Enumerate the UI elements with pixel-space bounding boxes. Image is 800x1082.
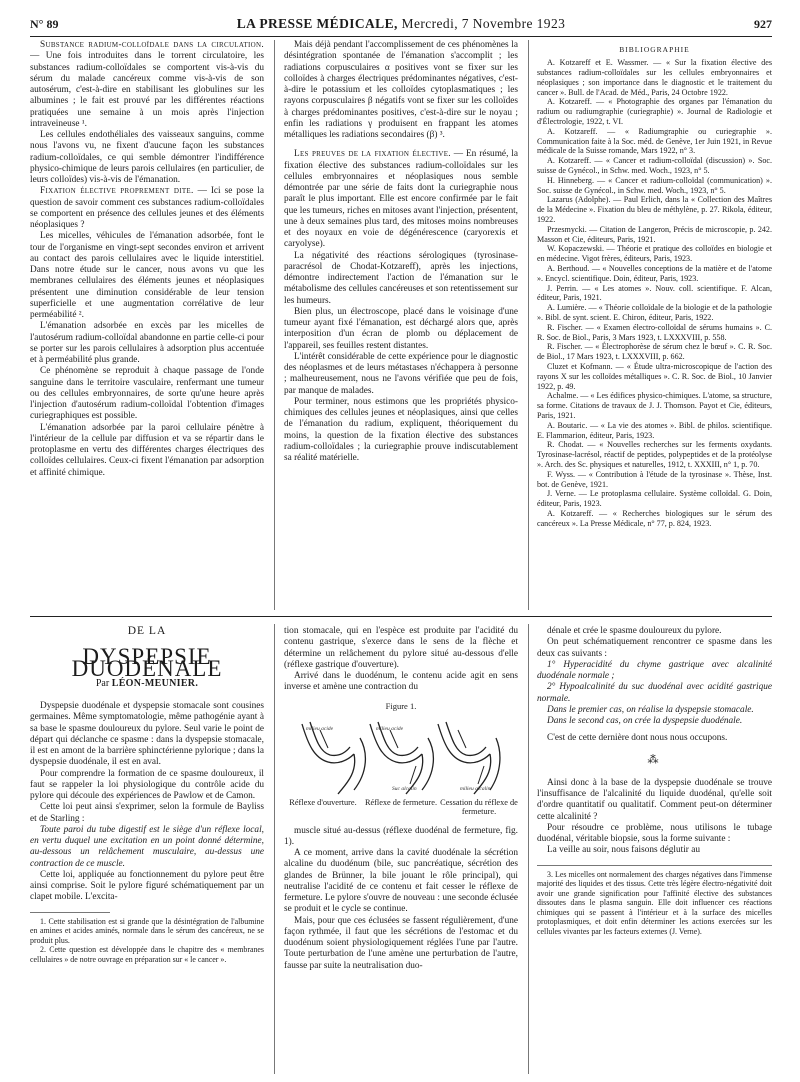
paragraph <box>30 40 264 130</box>
footnote-rule <box>30 912 110 913</box>
bibliography-entry: F. Wyss. — « Contribution à l'étude de la tyrosinase ». Thèse, Inst. bot. de Genève, 1921. <box>537 469 772 489</box>
bibliography-entry: J. Verne. — Le protoplasma cellulaire. Système colloïdal. G. Doin, éditeur, Paris, 1923. <box>537 489 772 509</box>
paragraph: Cette loi peut ainsi s'exprimer, selon la formule de Bayliss et de Starling : <box>30 802 264 824</box>
footnote: 1. Cette stabilisation est si grande que la désintégration de l'albumine en amines et acides aminés, normale dans le sérum des cancéreux, ne se produit plus. <box>30 916 264 945</box>
article-col2-body <box>284 826 518 972</box>
bibliography-entry: Lazarus (Adolphe). — Paul Erlich, dans la « Collection des Maîtres de la Médecine ». Fixation du bleu de méthylène, p. 27. Rikola, éditeur, 1922. <box>537 195 772 224</box>
paragraph <box>30 423 264 479</box>
bibliography-title: BIBLIOGRAPHIE <box>619 45 690 54</box>
column-divider <box>528 624 529 1074</box>
paragraph-text: — En résumé, la fixation élective des substances radium-colloïdales sur les cellules embryonnaires et néoplasiques nous semble démontrée par une série de faits dont la curiegraphie nous paraît le plus important. Elle est encore confirmée par le fait que les tumeurs, riches en mitoses avant l'injection, présentent, une à deux semaines plus tard, des mitoses moins nombreuses et des noyaux en voie de dégénérescence (caryorexis et caryolyse). <box>284 149 518 250</box>
article-col1-body <box>30 701 264 904</box>
journal-title: LA PRESSE MÉDICALE, <box>236 16 398 31</box>
paragraph: dénale et crée le spasme douloureux du pylore. <box>547 626 722 636</box>
bibliography-entry: A. Kotzareff et E. Wassmer. — « Sur la fixation élective des substances radium-colloïdales sur les cellules embryonnaires et néoplasiques ; son importance dans le diagnostic et le traitement du cancer ». Bull. de l'Acad. de Méd., Paris, 24 Octobre 1922. <box>537 58 772 97</box>
paragraph <box>284 307 518 352</box>
bibliography-entry: R. Chodat. — « Nouvelles recherches sur les ferments oxydants. Tyrosinase-lacrésol, réactif de peptides, polypeptides et de la protéolyse ». Arch. des Sc. physiques et naturelles, 1912, t. XXXIII, n° 1, p. 70. <box>537 440 772 469</box>
article-pretitle: DE LA <box>127 626 167 637</box>
figure-label: milieu acide <box>376 725 404 732</box>
article-column-2 <box>284 626 518 1074</box>
paragraph: Cette loi, appliquée au fonctionnement du pylore peut être ainsi comprise. Soit le pylore figuré schématiquement par un clapet mobile. L'excita- <box>30 869 264 903</box>
paragraph <box>284 251 518 307</box>
article-col1-footnotes <box>30 917 264 965</box>
paragraph: Dans le premier cas, on réalise la dyspepsie stomacale. <box>547 704 754 715</box>
article-col3-body <box>537 626 772 745</box>
paragraph <box>30 366 264 422</box>
paragraph-text: Mais déjà pendant l'accomplissement de ces phénomènes la désintégration spontanée de l'émanation s'accomplit ; les radiations corpusculaires α positives vont se fixer sur les colloïdes à charges électriques prédominantes négatives, c'est-à-dire le potassium et les colloïdes cytoplasmatiques ; les rayons corpusculaires β négatifs vont se fixer sur les colloïdes à charges prédominantes positives, c'est-à-dire sur le noyau ; enfin les radiations γ produisent en frappant les atomes métalliques les radiations secondaires (β) ³. <box>284 40 518 140</box>
paragraph-text: L'intérêt considérable de cette expérience pour le diagnostic des néoplasmes et de leurs métastases n'échappera à personne ; malheureusement, nous ne l'avons vérifiée que peu de fois, par manque de malades. <box>284 351 518 396</box>
paragraph-text: — Ici se pose la question de savoir comment ces substances radium-colloïdales se comportent en présence des cellules jeunes et des éléments néoplasiques ? <box>30 186 264 230</box>
paragraph-text: Les cellules endothéliales des vaisseaux sanguins, comme nous l'avons vu, ne fixent d'aucune façon les substances radium-colloïdales, ce qui semble démontrer l'indifférence physico-chimique de leurs parois cellulaires (en particulier, de leurs colloïdes) vis-à-vis de l'émanation. <box>30 130 264 185</box>
column-divider <box>528 40 529 610</box>
paragraph: La veille au soir, nous faisons déglutir au <box>547 845 700 856</box>
top-column-1 <box>30 40 264 610</box>
column-divider <box>274 40 275 610</box>
bibliography-entry: Przesmycki. — Citation de Langeron, Précis de microscopie, p. 242. Masson et Cie, éditeurs, Paris, 1921. <box>537 224 772 244</box>
paragraph <box>284 40 518 141</box>
newspaper-page <box>30 14 772 1074</box>
paragraph-text: Bien plus, un électroscope, placé dans le voisinage d'une tumeur ayant fixé l'émanation, est déchargé alors que, après interposition d'un écran de plomb ou déplacement de l'appareil, ses feuilles restent distantes. <box>284 306 518 351</box>
article-author <box>30 678 264 689</box>
paragraph: 1° Hyperacidité du chyme gastrique avec alcalinité duodénale normale ; <box>537 659 772 681</box>
bibliography-entry: A. Kotzareff. — « Cancer et radium-colloïdal (discussion) ». Soc. suisse de Gynécol., in Schw. med. Woch., 1923, n° 5. <box>537 156 772 176</box>
bibliography-entry: W. Kopaczewski. — Théorie et pratique des colloïdes en biologie et en médecine. Vigot frères, éditeurs, Paris, 1923. <box>537 244 772 264</box>
paragraph-text: L'émanation adsorbée en excès par les micelles de l'autosérum radium-colloïdal abandonne en partie celle-ci pour se porter sur les parois cellulaires à adsorption plus accentuée et à perméabilité plus grande. <box>30 321 264 365</box>
bibliography-entry: A. Boutaric. — « La vie des atomes ». Bibl. de philos. scientifique. E. Flammarion, éditeur, Paris, 1923. <box>537 420 772 440</box>
section-lead: Substance radium-colloïdale dans la circulation. <box>40 40 264 50</box>
bibliography-entry: R. Fischer. — « Électrophorèse de sérum chez le bœuf ». C. R. Soc. de Biol., 17 Mars 1923, t. LXXXVIII, p. 662. <box>537 342 772 362</box>
paragraph: On peut schématiquement rencontrer ce spasme dans les deux cas suivants : <box>537 637 772 659</box>
figure-caption: Cessation du réflexe de fermeture. <box>440 797 518 816</box>
figure-caption: Réflexe de fermeture. <box>364 797 438 807</box>
paragraph-text: Pour terminer, nous estimons que les propriétés physico-chimiques des cellules jeunes et néoplasiques, ainsi que celles de l'émanation du radium, expliquent, théoriquement du moins, la question de la fixation élective des substances radium-colloïdales ; la curiegraphie prouve indiscutablement sa réalité matérielle. <box>284 396 518 463</box>
paragraph: Pour résoudre ce problème, nous utilisons le tubage duodénal, véritable biopsie, sous la forme suivante : <box>537 822 772 844</box>
bibliography-entry: A. Kotzareff. — « Recherches biologiques sur le sérum des cancéreux ». La Presse Médicale, n° 77, p. 824, 1923. <box>537 508 772 528</box>
article-title: DYSPEPSIE DUODÉNALE <box>71 644 223 681</box>
section-lead: Fixation élective proprement dite. <box>40 186 194 197</box>
figure-label: milieu acide <box>306 725 334 732</box>
article-col2-top: tion stomacale, qui en l'espèce est produite par l'acidité du contenu gastrique, s'exerce dans le sens de la flèche et détermine un relâchement du pylore situé au-dessous d'elle (réflexe gastrique d'ouverture). <box>284 626 518 670</box>
paragraph: C'est de cette dernière dont nous nous occupons. <box>547 733 728 744</box>
section-lead: Les preuves de la fixation élective. <box>294 149 451 160</box>
section-break-asterism: ⁂ <box>647 753 662 766</box>
paragraph: Dans le second cas, on crée la dyspepsie duodénale. <box>547 716 743 726</box>
article-column-1 <box>30 626 264 1074</box>
issue-number: N° 89 <box>30 17 59 31</box>
paragraph-text: — Une fois introduites dans le torrent circulatoire, les substances radium-colloïdales se comportent vis-à-vis du sérum du malade cancéreux comme vis-à-vis de son autosérum, c'est-à-dire en stabilisant les globulines sur les albumines ; le fait est prouvé par les différentes réactions pratiquées une semaine à un mois après l'injection intraveineuse ¹. <box>30 51 264 129</box>
bibliography-column <box>537 44 772 610</box>
figure-label: milieu alcalin <box>460 785 491 792</box>
article-column-3 <box>537 626 772 1074</box>
bibliography-entry: A. Berthoud. — « Nouvelles conceptions de la matière et de l'atome ». Encycl. scientifique. Doin, éditeur, Paris, 1923. <box>537 263 772 283</box>
figure-label: Suc alcalin <box>392 785 417 792</box>
paragraph: muscle situé au-dessus (réflexe duodénal de fermeture, fig. 1). <box>284 825 518 847</box>
author-prefix: Par <box>95 677 110 689</box>
paragraph <box>30 321 264 366</box>
bibliography-entry: H. Hinneberg. — « Cancer et radium-colloïdal (communication) ». Soc. suisse de Gynécol., in Schw. med. Woch., 1923, n° 5. <box>537 175 772 195</box>
article-col3-body-2 <box>537 778 772 857</box>
paragraph: Mais, pour que ces éclusées se fassent régulièrement, d'une façon rythmée, il faut que les sécrétions de l'estomac et du duodénum soient physiologiquement réglées l'une par l'autre. Toute perturbation de l'une amène une perturbation de l'autre, fausse par suite la neutralisation duo- <box>284 915 518 971</box>
issue-date: Mercredi, 7 Novembre 1923 <box>401 16 566 31</box>
paragraph <box>284 352 518 397</box>
bibliography-entry: A. Lumière. — « Théorie colloïdale de la biologie et de la pathologie ». Bibl. de synt. scient. E. Chiron, éditeur, Paris, 1922. <box>537 303 772 322</box>
diagram-arrows <box>320 730 484 784</box>
bibliography-entry: A. Kotzareff. — « Photographie des organes par l'émanation du radium ou radiumgraphie (curiegraphie) ». Journal de Radiologie et d'Électrologie, 1922, t. VI. <box>537 97 772 127</box>
bibliography-entry: R. Fischer. — « Examen électro-colloïdal de sérums humains ». C. R. Soc. de Biol., Paris, 3 Mars 1923, t. LXXXVIII, p. 558. <box>537 322 772 342</box>
paragraph <box>30 231 264 321</box>
bibliography-entry: Cluzet et Kofmann. — « Étude ultra-microscopique de l'action des rayons X sur les colloïdes métalliques ». C. R. Soc. de Biol., 10 Janvier 1922, p. 49. <box>537 361 772 391</box>
top-column-2 <box>284 40 518 610</box>
article-col2-top2: Arrivé dans le duodénum, le contenu acide agit en sens inverse et amène une contraction du <box>284 671 518 693</box>
paragraph: Pour comprendre la formation de ce spasme douloureux, il faut se rappeler la loi physiologique du contrôle acide du pylore qui découle des expériences de Pawlow et de Camon. <box>30 768 264 801</box>
figure-title: Figure 1. <box>385 700 417 711</box>
journal-masthead <box>30 16 772 32</box>
paragraph: Dyspepsie duodénale et dyspepsie stomacale sont cousines germaines. Même symptomatologie, même pathogénie ayant à sa base le spasme douloureux du pylore. Seul varie le point de départ qui déclanche ce spasme : dans la dyspepsie stomacale, il est en amont de la barrière sphinctérienne pylorique ; dans la dyspepsie duodénale, il est en aval. <box>30 701 264 768</box>
paragraph <box>284 397 518 465</box>
paragraph-text: L'émanation adsorbée par la paroi cellulaire pénètre à l'intérieur de la cellule par diffusion et va se répartir dans le protoplasme en vertu des différentes charges électriques des colloïdes cellulaires. Ceux-ci fixent l'émanation par adsorption et affinité chimique. <box>30 422 264 478</box>
paragraph <box>284 149 518 250</box>
bibliography-entry: Achalme. — « Les édifices physico-chimiques. L'atome, sa structure, sa forme. Citations de travaux de J. J. Thomson. Payot et Cie, éditeurs, Paris, 1921. <box>537 391 772 420</box>
page-header <box>30 14 772 37</box>
paragraph: 2° Hypoalcalinité du suc duodénal avec acidité gastrique normale. <box>537 682 772 704</box>
paragraph: Toute paroi du tube digestif est le siège d'un réflexe local, en vertu duquel une excitation en un point donné détermine, au-dessous un relâchement musculaire, au-dessus une contraction de ce muscle. <box>30 824 264 869</box>
bibliography-entry: A. Kotzareff. — « Radiumgraphie ou curiegraphie ». Communication faite à la Soc. méd. de Genève, 1er Juin 1921, in Revue médicale de la Suisse romande, Mars 1922, n° 3. <box>537 126 772 156</box>
figure-caption: Réflexe d'ouverture. <box>289 797 357 807</box>
paragraph: A ce moment, arrive dans la cavité duodénale la sécrétion alcaline du duodénum (bile, suc pancréatique, sécrétion des glandes de Brünner, la bile jouant le rôle principal), qui neutralise l'acidité de ce contenu et fait cesser le réflexe de fermeture. Le pylore s'ouvre de nouveau : une seconde éclusée se produit et le cycle se continue. <box>284 848 518 915</box>
paragraph-text: La négativité des réactions sérologiques (tyrosinase-paracrésol de Chodat-Kotzareff), après les injections, démontre indirectement l'action de l'émanation sur le métabolisme des cellules cancéreuses et son retentissement sur les humeurs. <box>284 250 518 306</box>
bibliography-entry: J. Perrin. — « Les atomes ». Nouv. coll. scientifique. F. Alcan, éditeur, Paris, 1921. <box>537 283 772 303</box>
column-divider <box>274 624 275 1074</box>
bibliography-list <box>537 58 772 528</box>
paragraph <box>30 186 264 231</box>
section-divider <box>30 616 772 617</box>
footnote: 2. Cette question est développée dans le chapitre des « membranes cellulaires » de notre ouvrage en préparation sur « le cancer ». <box>30 945 264 964</box>
footnote-3: 3. Les micelles ont normalement des charges négatives dans l'immense majorité des liquides et des tissus. Cette très légère électro-négativité doit avoir une grande signification pour l'affinité élective des substances dissoutes dans le plasma sanguin. Elle doit influencer ces réactions chimiques qui se passent à l'intérieur et à la surface des micelles protoplasmiques, et doit enfin déterminer les actions exercées sur les cellules vivantes par les facteurs externes (J. Verne). <box>537 869 772 936</box>
figure-1 <box>284 698 518 826</box>
paragraph-text: Les micelles, véhicules de l'émanation adsorbée, font le tour de l'organisme en vingt-sept secondes environ et arrivent au contact des parois cellulaires avec le liquide interstitiel. Dans notre étude sur le cancer, nous avons vu que les membranes cellulaires des éléments jeunes et néoplasiques présentent une diminution considérable de leur tension superficielle et une augmentation corrélative de leur perméabilité ². <box>30 231 264 320</box>
author-name: LÉON-MEUNIER. <box>111 677 199 689</box>
paragraph-text: Ce phénomène se reproduit à chaque passage de l'onde sanguine dans le territoire vasculaire, renfermant une tumeur ou des cellules embryonnaires, de sorte qu'une heure après l'injection d'autosérum radium-colloïdal l'obtention d'images curiegraphiques est possible. <box>30 366 264 422</box>
paragraph: Ainsi donc à la base de la dyspepsie duodénale se trouve l'insuffisance de l'alcalinité du liquide duodénal, qu'elle soit d'ordre quantitatif ou qualitatif. Comment peut-on déterminer cette alcalinité ? <box>537 777 772 822</box>
paragraph <box>30 130 264 186</box>
page-number: 927 <box>754 17 772 31</box>
footnote-rule <box>537 865 772 866</box>
